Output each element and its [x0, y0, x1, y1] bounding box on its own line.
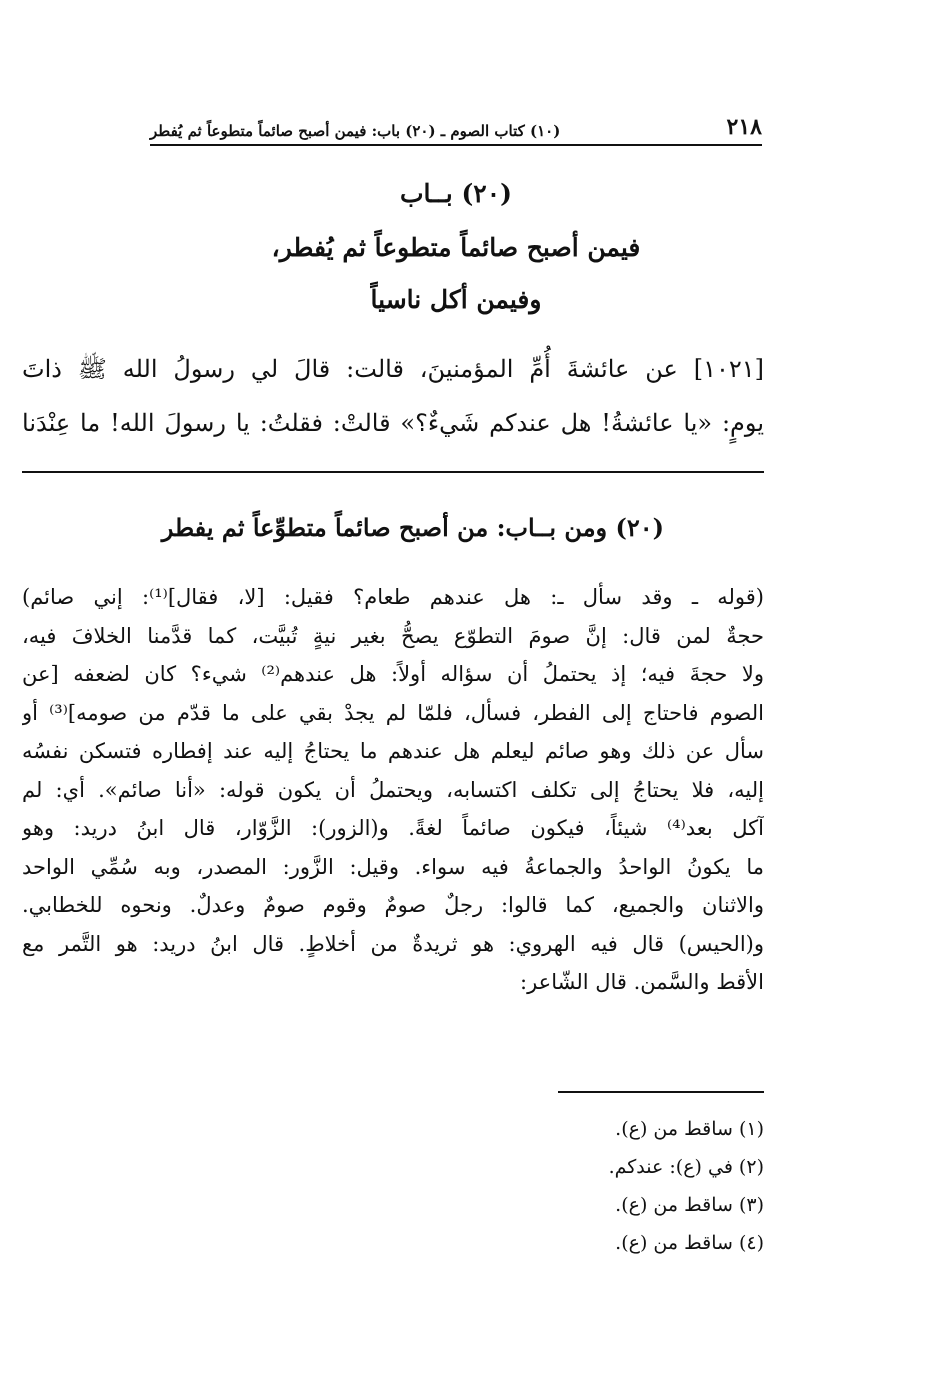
- chapter-heading: [150, 166, 762, 326]
- hadith-line-2: يومٍ: «يا عائشةُ! هل عندكم شَيءٌ؟» قالتْ: فقلتُ: يا رسولَ الله! ما عِنْدَنا: [22, 409, 764, 437]
- commentary-line: ولا حجةَ فيه؛ إذ يحتملُ أن سؤاله أولاً: هل عندهم⁽²⁾ شيء؟ كان لضعفه [عن: [22, 662, 764, 686]
- commentary-heading: (٢٠) ومن بــاب: من أصبح صائماً متطوِّعاً ثم يفطر: [161, 513, 664, 542]
- chapter-title-line-2: وفيمن أكل ناسياً: [370, 285, 542, 314]
- footnote-2: (٢) في (ع): عندكم.: [608, 1156, 764, 1178]
- commentary-line: ما يكونُ الواحدُ والجماعةُ فيه سواء. وقيل: الزَّور: المصدر، وبه سُمِّي الواحد: [22, 854, 764, 879]
- footnote-1: (١) ساقط من (ع).: [615, 1118, 764, 1140]
- hadith-line-1: [١٠٢١] عن عائشةَ أُمِّ المؤمنينَ، قالت: قالَ لي رسولُ الله ﷺ ذاتَ: [22, 355, 764, 383]
- commentary-line: آكل بعد⁽⁴⁾ شيئاً، فيكون صائماً لغةً. و(الزور): الزَّوّار، قال ابنُ دريد: وهو: [22, 816, 764, 840]
- commentary-line: سأل عن ذلك وهو صائم ليعلم هل عندهم ما يحتاجُ إليه عند إفطاره فتسكن نفسُه: [22, 739, 764, 763]
- chapter-number: (٢٠) بــاب: [400, 179, 512, 208]
- commentary-line: الصوم فاحتاج إلى الفطر، فسأل، فلمّا لم يجدْ بقي على ما قدّم من صومه]⁽³⁾ أو: [22, 700, 764, 725]
- footnote-4: (٤) ساقط من (ع).: [615, 1232, 764, 1254]
- commentary-line: و(الحيس) قال فيه الهروي: هو ثريدةٌ من أخلاطٍ. قال ابنُ دريد: هو التَّمر مع: [22, 931, 764, 956]
- running-header: [150, 104, 762, 146]
- footnote-separator: [558, 1091, 764, 1093]
- footnote-3: (٣) ساقط من (ع).: [615, 1194, 764, 1216]
- chapter-title-line-1: فيمن أصبح صائماً متطوعاً ثم يُفطر،: [271, 233, 641, 262]
- commentary-line: (قوله ـ وقد سأل ـ: هل عندهم طعام؟ فقيل: [لا، فقال]⁽¹⁾: إني صائم): [22, 585, 764, 609]
- section-divider: [22, 471, 764, 473]
- commentary-line: إليه، فلا يحتاجُ إلى تكلف اكتسابه، ويحتملُ أن يكون قوله: «أنا صائم». أي: لم: [22, 777, 764, 802]
- commentary-body: [22, 578, 764, 1002]
- hadith-text: [22, 342, 764, 450]
- commentary-line: والاثنان والجميع، كما قالوا: رجلٌ صومٌ وقوم صومٌ وعدلٌ. ونحوه للخطابي.: [22, 893, 764, 917]
- commentary-line: الأقط والسَّمن. قال الشّاعر:: [520, 970, 764, 994]
- page-number: ٢١٨: [726, 114, 762, 140]
- commentary-line: حجةٌ لمن قال: إنَّ صومَ التطوّع يصحُّ بغير نيةٍ تُبيَّت، كما قدَّمنا الخلافَ فيه،: [22, 623, 764, 648]
- footnotes: [400, 1110, 764, 1262]
- running-header-title: (١٠) كتاب الصوم ـ (٢٠) باب: فيمن أصبح صائماً متطوعاً ثم يُفطر: [150, 122, 561, 140]
